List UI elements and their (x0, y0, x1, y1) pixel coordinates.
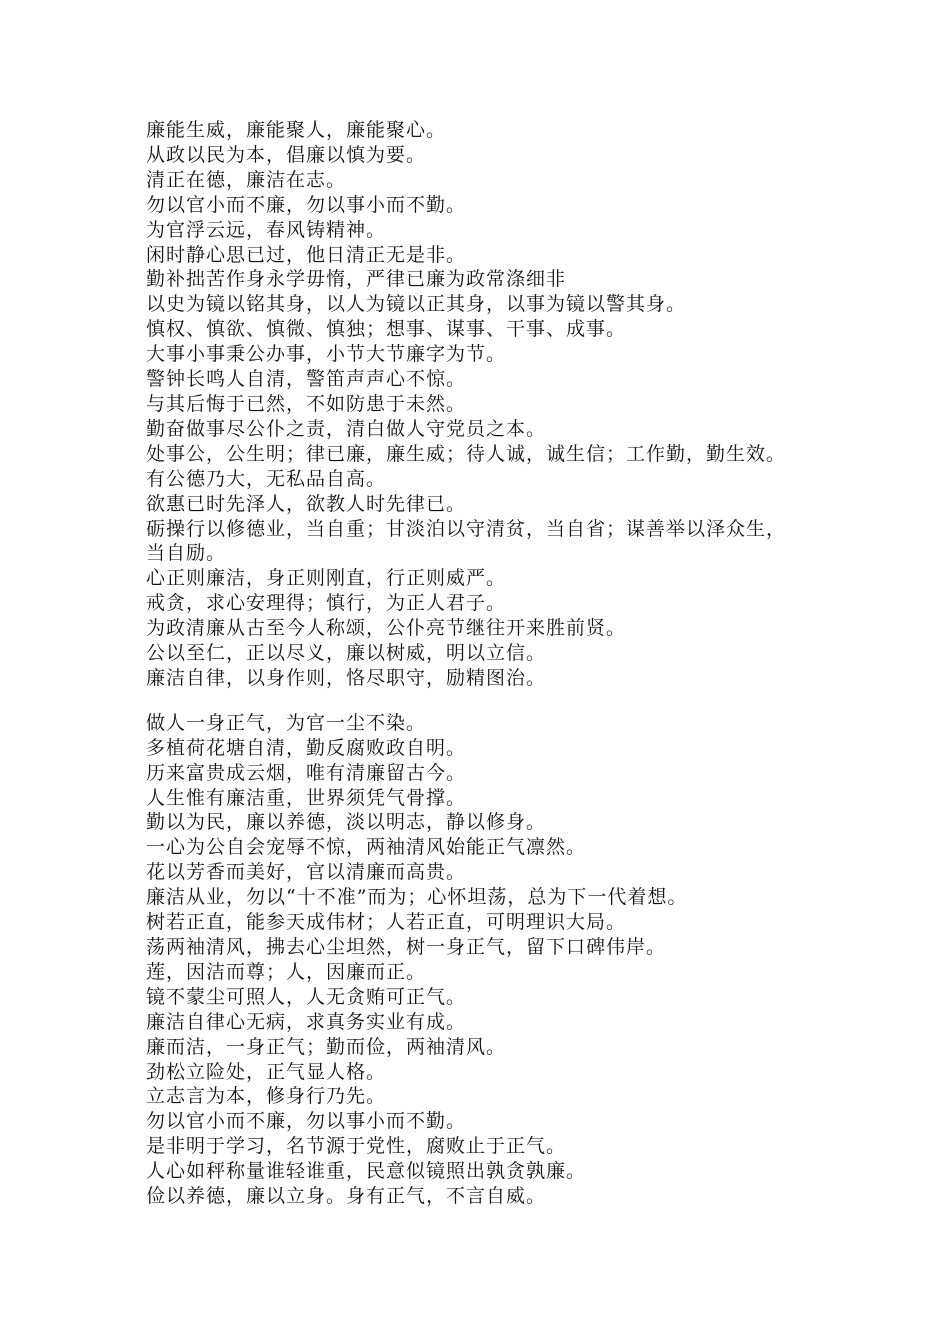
text-line: 荡两袖清风，拂去心尘坦然，树一身正气，留下口碑伟岸。 (146, 936, 667, 958)
text-line: 闲时静心思已过，他日清正无是非。 (146, 243, 467, 266)
document-page (146, 118, 846, 1209)
text-line: 砺操行以修德业，当自重；甘淡泊以守清贫，当自省；谋善举以泽众生， (146, 517, 787, 540)
text-line: 镜不蒙尘可照人，人无贪贿可正气。 (146, 985, 467, 1008)
text-line: 立志言为本，修身行乃先。 (146, 1085, 387, 1108)
text-line: 从政以民为本，倡廉以慎为要。 (146, 143, 427, 166)
text-line: 树若正直，能参天成伟材；人若正直，可明理识大局。 (146, 911, 627, 934)
text-line: 勤补拙苦作身永学毋惰，严律已廉为政常涤细非 (146, 268, 567, 291)
slogan-block-2 (146, 711, 846, 1209)
text-line: 勿以官小而不廉，勿以事小而不勤。 (146, 1110, 467, 1133)
text-line: 廉能生威，廉能聚人，廉能聚心。 (146, 119, 447, 141)
text-line: 心正则廉洁，身正则刚直，行正则威严。 (146, 567, 507, 590)
text-line: 廉洁从业，勿以“十不准”而为；心怀坦荡，总为下一代着想。 (146, 886, 688, 909)
text-line: 公以至仁，正以尽义，廉以树威，明以立信。 (146, 642, 547, 665)
text-line: 戒贪，求心安理得；慎行，为正人君子。 (146, 592, 507, 615)
text-line: 多植荷花塘自清，勤反腐败政自明。 (146, 736, 467, 759)
text-line: 警钟长鸣人自清，警笛声声心不惊。 (146, 368, 467, 391)
text-line: 历来富贵成云烟，唯有清廉留古今。 (146, 761, 467, 784)
text-line: 是非明于学习，名节源于党性，腐败止于正气。 (146, 1135, 567, 1158)
text-line: 人生惟有廉洁重，世界须凭气骨撑。 (146, 786, 467, 809)
text-line: 勤以为民，廉以养德，淡以明志，静以修身。 (146, 811, 547, 834)
text-line: 欲惠已时先泽人，欲教人时先律已。 (146, 492, 467, 515)
text-line: 勿以官小而不廉，勿以事小而不勤。 (146, 193, 467, 216)
text-line: 劲松立险处，正气显人格。 (146, 1060, 387, 1083)
text-line: 有公德乃大，无私品自高。 (146, 467, 387, 490)
text-line: 清正在德，廉洁在志。 (146, 168, 347, 191)
text-line: 一心为公自会宠辱不惊，两袖清风始能正气凛然。 (146, 836, 587, 859)
text-line: 廉而洁，一身正气；勤而俭，两袖清风。 (146, 1035, 507, 1058)
text-line: 人心如秤称量谁轻谁重，民意似镜照出孰贪孰廉。 (146, 1160, 587, 1183)
text-line: 为官浮云远，春风铸精神。 (146, 218, 387, 241)
text-line: 当自励。 (146, 542, 227, 565)
text-line: 廉洁自律心无病，求真务实业有成。 (146, 1010, 467, 1033)
text-line: 慎权、慎欲、慎微、慎独；想事、谋事、干事、成事。 (146, 318, 627, 341)
text-line: 勤奋做事尽公仆之责，清白做人守党员之本。 (146, 417, 547, 440)
paragraph-gap (146, 691, 846, 711)
slogan-block-1 (146, 118, 846, 691)
text-line: 处事公，公生明；律已廉，廉生威；待人诚，诚生信；工作勤，勤生效。 (146, 442, 787, 465)
text-line: 以史为镜以铭其身，以人为镜以正其身，以事为镜以警其身。 (146, 293, 687, 316)
text-line: 与其后悔于已然，不如防患于未然。 (146, 392, 467, 415)
text-line: 莲，因洁而尊；人，因廉而正。 (146, 960, 427, 983)
text-line: 为政清廉从古至今人称颂，公仆亮节继往开来胜前贤。 (146, 617, 627, 640)
text-line: 做人一身正气，为官一尘不染。 (146, 711, 427, 734)
text-line: 大事小事秉公办事，小节大节廉字为节。 (146, 343, 507, 366)
text-line: 廉洁自律，以身作则，恪尽职守，励精图治。 (146, 666, 547, 689)
text-line: 花以芳香而美好，官以清廉而高贵。 (146, 861, 467, 884)
text-line: 俭以养德，廉以立身。身有正气，不言自威。 (146, 1185, 547, 1208)
